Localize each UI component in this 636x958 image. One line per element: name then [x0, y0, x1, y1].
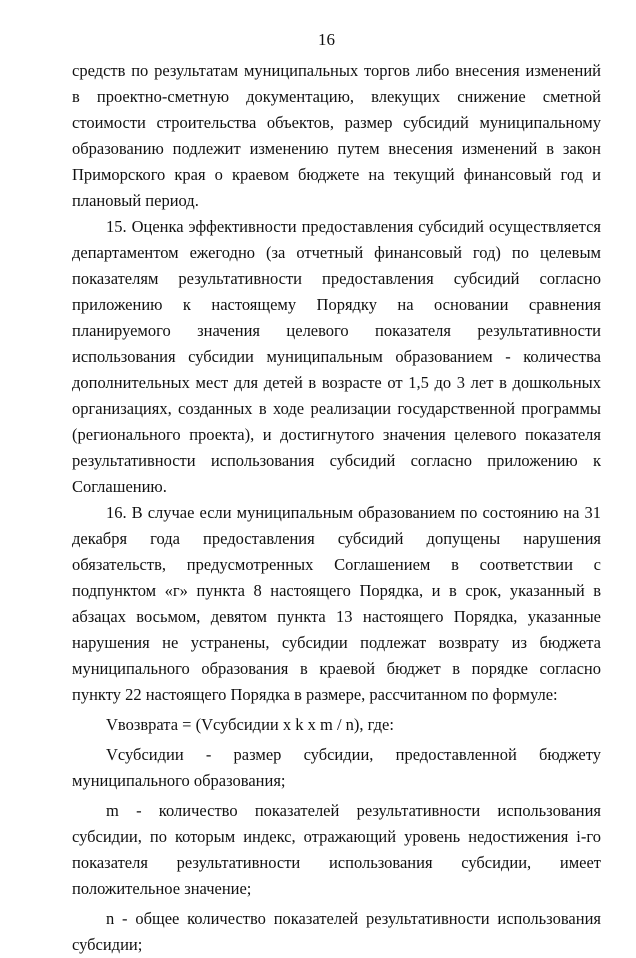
- definition-v-subsidy: Vсубсидии - размер субсидии, предоставленной бюджету муниципального образования;: [72, 745, 601, 790]
- paragraph-continuation: средств по результатам муниципальных торгов либо внесения изменений в проектно-сметную документацию, влекущих снижение сметной стоимости строительства объектов, размер субсидий муниципальному образованию подлежит изменению путем внесения изменений в закон Приморского края о краевом бюджете на текущий финансовый год и плановый период.: [72, 61, 601, 210]
- formula-line: Vвозврата = (Vсубсидии х k х m / n), где:: [106, 715, 394, 734]
- definition-n: n - общее количество показателей результативности использования субсидии;: [72, 909, 601, 954]
- definition-m: m - количество показателей результативности использования субсидии, по которым индекс, отражающий уровень недостижения i-го показателя результативности использования субсидии, имеет положительное значение;: [72, 801, 601, 898]
- paragraph-item-16: 16. В случае если муниципальным образованием по состоянию на 31 декабря года предоставления субсидий допущены нарушения обязательств, предусмотренных Соглашением в соответствии с подпунктом «г» пункта 8 настоящего Порядка, и в срок, указанный в абзацах восьмом, девятом пункта 13 настоящего Порядка, указанные нарушения не устранены, субсидии подлежат возврату из бюджета муниципального образования в краевой бюджет в порядке согласно пункту 22 настоящего Порядка в размере, рассчитанном по формуле:: [72, 503, 601, 704]
- paragraph-item-15: 15. Оценка эффективности предоставления субсидий осуществляется департаментом ежегодно (за отчетный финансовый год) по целевым показателям результативности предоставления субсидий согласно приложению к настоящему Порядку на основании сравнения планируемого значения целевого показателя результативности использования субсидии муниципальным образованием - количества дополнительных мест для детей в возрасте от 1,5 до 3 лет в дошкольных организациях, созданных в ходе реализации государственной программы (регионального проекта), и достигнутого значения целевого показателя результативности использования субсидий согласно приложению к Соглашению.: [72, 217, 601, 496]
- page-number: 16: [318, 30, 335, 49]
